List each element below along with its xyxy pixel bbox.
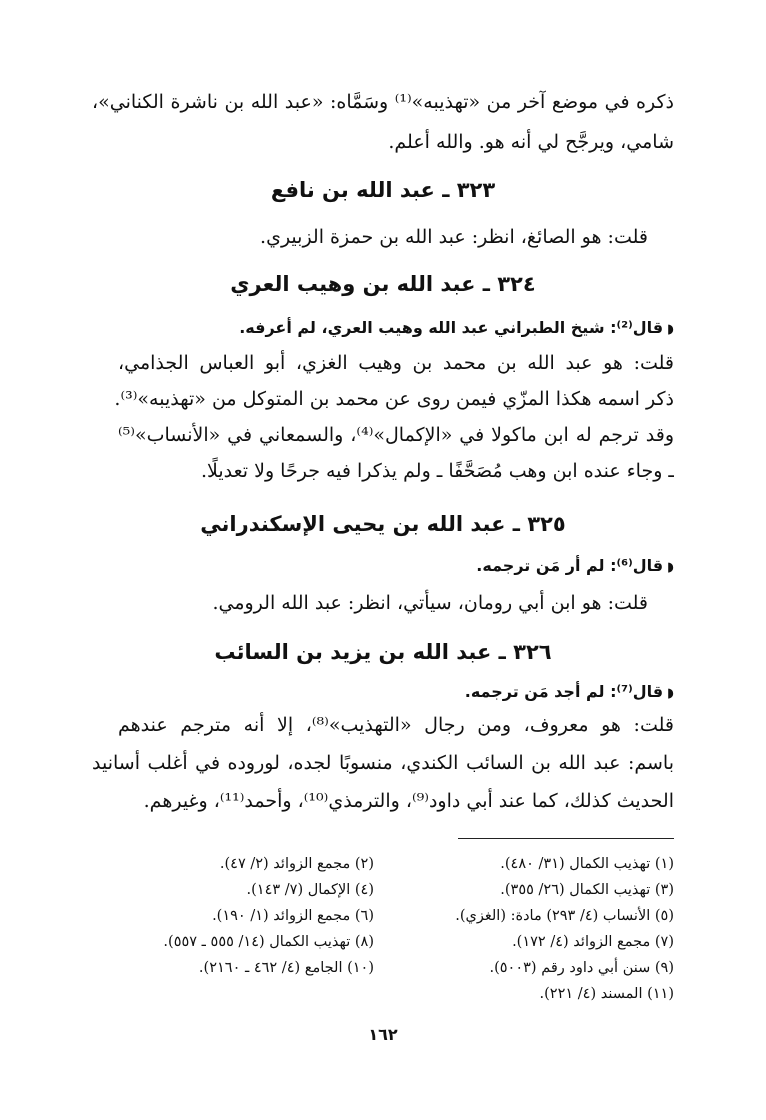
footnote-10: (١٠) الجامع (٤/ ٤٦٢ ـ ٢١٦٠). — [198, 960, 374, 976]
footnote-11: (١١) المسند (٤/ ٢٢١). — [539, 986, 674, 1002]
entry-heading-326: ٣٢٦ ـ عبد الله بن يزيد بن السائب — [214, 640, 552, 664]
entry-325-quote-text: قال⁽⁶⁾: لم أر مَن ترجمه. — [476, 556, 664, 575]
entry-324-line-3: وقد ترجم له ابن ماكولا في «الإكمال»⁽⁴⁾، والسمعاني في «الأنساب»⁽⁵⁾ — [118, 424, 674, 446]
entry-324-line-2: ذكر اسمه هكذا المزّي فيمن روى عن محمد بن المتوكل من «تهذيبه»⁽³⁾. — [114, 388, 674, 410]
entry-326-line-1: قلت: هو معروف، ومن رجال «التهذيب»⁽⁸⁾، إلا أنه مترجم عندهم — [118, 714, 674, 736]
footnote-5: (٥) الأنساب (٤/ ٢٩٣) مادة: (الغزي). — [455, 908, 674, 924]
footnote-7: (٧) مجمع الزوائد (٤/ ١٧٢). — [512, 934, 674, 950]
bullet-icon: ◗ — [667, 686, 674, 701]
intro-line-1: ذكره في موضع آخر من «تهذيبه»⁽¹⁾ وسَمَّاه: «عبد الله بن ناشرة الكناني»، — [92, 91, 674, 113]
footnote-6: (٦) مجمع الزوائد (١/ ١٩٠). — [212, 908, 374, 924]
footnote-2: (٢) مجمع الزوائد (٢/ ٤٧). — [219, 856, 374, 872]
entry-heading-324: ٣٢٤ ـ عبد الله بن وهيب العري — [230, 272, 536, 296]
entry-326-line-3: الحديث كذلك، كما عند أبي داود⁽⁹⁾، والترمذي⁽¹⁰⁾، وأحمد⁽¹¹⁾، وغيرهم. — [143, 790, 674, 812]
entry-325-text: قلت: هو ابن أبي رومان، سيأتي، انظر: عبد الله الرومي. — [212, 592, 648, 614]
entry-326-line-2: باسم: عبد الله بن السائب الكندي، منسوبًا لجده، لوروده في أغلب أسانيد — [92, 752, 674, 774]
entry-325-quote — [92, 552, 674, 582]
bullet-icon: ◗ — [667, 560, 674, 575]
entry-326-quote — [92, 678, 674, 708]
entry-heading-325: ٣٢٥ ـ عبد الله بن يحيى الإسكندراني — [200, 512, 566, 536]
bullet-icon: ◗ — [667, 322, 674, 337]
entry-323-text: قلت: هو الصائغ، انظر: عبد الله بن حمزة الزبيري. — [260, 226, 648, 248]
footnote-divider — [458, 838, 674, 839]
footnote-3: (٣) تهذيب الكمال (٢٦/ ٣٥٥). — [500, 882, 674, 898]
entry-324-quote — [92, 314, 674, 344]
footnote-4: (٤) الإكمال (٧/ ١٤٣). — [246, 882, 374, 898]
entry-324-quote-text: قال⁽²⁾: شيخ الطبراني عبد الله وهيب العري، لم أعرفه. — [239, 318, 664, 337]
page-number: ١٦٢ — [368, 1025, 398, 1044]
entry-heading-323: ٣٢٣ ـ عبد الله بن نافع — [270, 178, 496, 202]
entry-324-line-1: قلت: هو عبد الله بن محمد بن وهيب الغزي، أبو العباس الجذامي، — [118, 352, 674, 374]
entry-324-line-4: ـ وجاء عنده ابن وهب مُصَحَّفًا ـ ولم يذكرا فيه جرحًا ولا تعديلًا. — [201, 460, 674, 482]
intro-line-2: شامي، ويرجَّح لي أنه هو. والله أعلم. — [388, 131, 674, 153]
footnote-1: (١) تهذيب الكمال (٣١/ ٤٨٠). — [500, 856, 674, 872]
footnote-8: (٨) تهذيب الكمال (١٤/ ٥٥٥ ـ ٥٥٧). — [163, 934, 374, 950]
footnote-9: (٩) سنن أبي داود رقم (٥٠٠٣). — [489, 960, 674, 976]
entry-326-quote-text: قال⁽⁷⁾: لم أجد مَن ترجمه. — [464, 682, 664, 701]
